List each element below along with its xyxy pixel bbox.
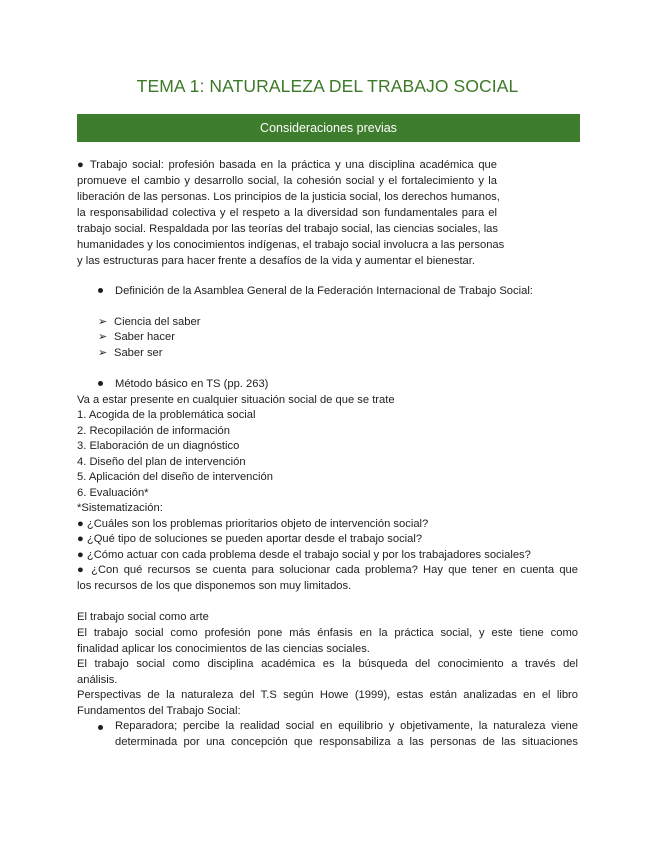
discipline-paragraph <box>77 656 578 688</box>
arrow-item-text: Ciencia del saber <box>114 316 201 328</box>
intro-line: promueve el cambio y desarrollo social, la cohesión social y el fortalecimiento y la <box>77 175 497 187</box>
step-item: 6. Evaluación* <box>77 487 149 499</box>
arrow-bullet-icon: ➢ <box>98 316 108 328</box>
intro-line: ● Trabajo social: profesión basada en la práctica y una disciplina académica que <box>77 159 497 171</box>
definition-text: Definición de la Asamblea General de la Federación Internacional de Trabajo Social: <box>115 285 533 297</box>
repair-line: determinada por una concepción que responsabiliza a las personas de las situaciones <box>115 736 578 748</box>
question-line: ● ¿Con qué recursos se cuenta para solucionar cada problema? Hay que tener en cuenta que <box>77 564 578 576</box>
discipline-line: análisis. <box>77 674 118 686</box>
question-item: ● ¿Qué tipo de soluciones se pueden aportar desde el trabajo social? <box>77 533 423 545</box>
arrow-bullet-icon: ➢ <box>98 347 108 359</box>
section-banner: Consideraciones previas <box>77 114 580 142</box>
method-intro: Va a estar presente en cualquier situación social de que se trate <box>77 394 395 406</box>
perspectives-line: Perspectivas de la naturaleza del T.S según Howe (1999), estas están analizadas en el libro <box>77 689 578 701</box>
arrow-bullet-icon: ➢ <box>98 331 108 343</box>
step-item: 3. Elaboración de un diagnóstico <box>77 440 240 452</box>
repair-line: Reparadora; percibe la realidad social en equilibrio y objetivamente, la naturaleza viene <box>115 720 578 732</box>
repair-bullet <box>115 718 578 750</box>
arrow-item-text: Saber hacer <box>114 331 175 343</box>
art-paragraph <box>77 625 578 657</box>
definition-bullet <box>98 283 533 299</box>
question-item: ● ¿Cuáles son los problemas prioritarios objeto de intervención social? <box>77 518 429 530</box>
art-line: finalidad aplicar los conocimientos de las ciencias sociales. <box>77 643 370 655</box>
intro-line: trabajo social. Respaldada por las teorías del trabajo social, las ciencias sociales, las <box>77 223 498 235</box>
intro-line: liberación de las personas. Los principios de la justicia social, los derechos humanos, <box>77 191 500 203</box>
systematization-label: *Sistematización: <box>77 502 163 514</box>
intro-line: la responsabilidad colectiva y el respeto a la diversidad son fundamentales para el <box>77 207 497 219</box>
bullet-icon <box>98 381 103 386</box>
intro-paragraph <box>77 157 505 269</box>
question-line: los recursos de los que disponemos son muy limitados. <box>77 580 352 592</box>
arrow-item <box>98 329 175 345</box>
step-item: 4. Diseño del plan de intervención <box>77 456 246 468</box>
bullet-icon <box>98 725 103 730</box>
method-text: Método básico en TS (pp. 263) <box>115 378 269 390</box>
arrow-item-text: Saber ser <box>114 347 163 359</box>
intro-line: humanidades y los conocimientos indígenas, el trabajo social involucra a las personas <box>77 239 505 251</box>
bullet-icon <box>98 288 103 293</box>
perspectives-paragraph <box>77 687 578 719</box>
step-item: 5. Aplicación del diseño de intervención <box>77 471 273 483</box>
question-item: ● ¿Cómo actuar con cada problema desde el trabajo social y por los trabajadores sociales? <box>77 549 531 561</box>
arrow-item <box>98 345 163 361</box>
art-heading: El trabajo social como arte <box>77 611 209 623</box>
intro-line: y las estructuras para hacer frente a desafíos de la vida y aumentar el bienestar. <box>77 255 475 267</box>
method-bullet <box>98 376 268 392</box>
step-item: 2. Recopilación de información <box>77 425 230 437</box>
perspectives-line: Fundamentos del Trabajo Social: <box>77 705 241 717</box>
step-item: 1. Acogida de la problemática social <box>77 409 256 421</box>
arrow-item <box>98 314 200 330</box>
last-question <box>77 562 578 594</box>
discipline-line: El trabajo social como disciplina académica es la búsqueda del conocimiento a través del <box>77 658 578 670</box>
page-title: TEMA 1: NATURALEZA DEL TRABAJO SOCIAL <box>136 76 519 96</box>
art-line: El trabajo social como profesión pone más énfasis en la práctica social, y este tiene como <box>77 627 578 639</box>
